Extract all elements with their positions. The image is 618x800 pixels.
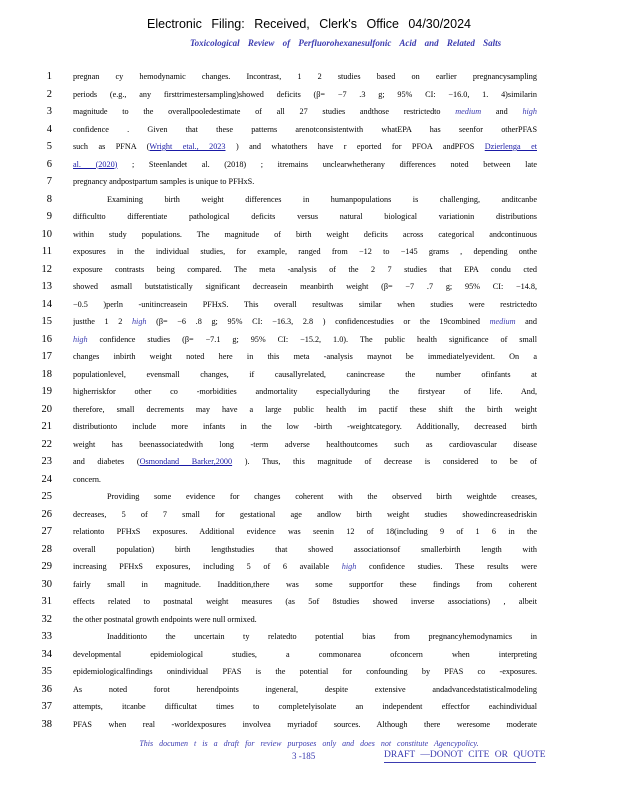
line-number: 13 xyxy=(41,281,52,292)
text-segment: the other postnatal growth endpoints were null ormixed. xyxy=(73,614,257,624)
text-line xyxy=(73,561,537,573)
line-number: 37 xyxy=(41,701,52,712)
text-line xyxy=(73,579,537,591)
line-number: 23 xyxy=(41,456,52,467)
text-line xyxy=(73,544,537,556)
emphasis-text: high xyxy=(73,334,88,344)
text-segment: overall population) birth lengthstudies that showed associationsof smallerbirth length with xyxy=(73,544,537,554)
line-number: 2 xyxy=(46,88,52,100)
text-line xyxy=(73,369,537,381)
text-segment: higherriskfor other co -morbidities andmortality especiallyduring the firstyear of life. And, xyxy=(73,387,537,396)
text-segment: periods (e.g., any firsttrimestersampling)showed deficits (β= −7 .3 g; 95% CI: −16.0, 1. 4)similarin xyxy=(73,89,537,99)
line-number: 33 xyxy=(41,631,52,642)
text-segment: Inadditionto the uncertain ty relatedto potential bias from pregnancyhemodynamics in xyxy=(107,632,537,641)
emphasis-text: high xyxy=(341,562,357,571)
line-number: 18 xyxy=(41,368,52,380)
text-line xyxy=(73,246,537,258)
text-line xyxy=(73,631,537,643)
text-line xyxy=(73,701,537,713)
text-segment: ; Steenlandet al. (2018) ; itremains unclearwhetherany differences noted between late xyxy=(117,159,537,169)
text-line xyxy=(73,649,537,661)
line-number: 6 xyxy=(46,158,52,170)
citation-link[interactable]: Osmondand Barker,2000 xyxy=(139,457,233,466)
running-title: Toxicological Review of Perfluorohexanesulfonic Acid and Related Salts xyxy=(190,38,502,48)
text-line xyxy=(73,334,537,346)
text-line xyxy=(73,456,537,468)
text-segment: and xyxy=(481,107,523,116)
text-segment: such as PFNA ( xyxy=(73,142,150,151)
text-segment: (β= −6 .8 g; 95% CI: −16.3, 2.8 ) confidencestudies or the 19combined xyxy=(146,317,490,326)
line-number: 8 xyxy=(46,193,52,205)
text-segment: exposure contrasts being compared. The meta -analysis of the 2 7 studies that EPA condu cted xyxy=(73,264,537,274)
line-number: 21 xyxy=(41,421,52,432)
text-line xyxy=(73,491,537,503)
text-line xyxy=(73,386,537,398)
text-segment: showed asmall butstatistically significant decreasein meanbirth weight (β= −7 .7 g; 95% CI: −14.8, xyxy=(73,282,537,291)
text-segment: attempts, itcanbe difficultat times to completelyisolate an independent effectfor eachindividual xyxy=(73,702,537,711)
line-number: 9 xyxy=(46,211,52,222)
text-segment: epidemiologicalfindings onindividual PFAS is the potential for confounding by PFAS co -exposures. xyxy=(73,667,537,676)
line-number: 7 xyxy=(46,176,52,187)
draft-disclaimer: This documen t is a draft for review purposes only and does not constitute Agencypolicy. xyxy=(139,739,479,748)
line-number: 12 xyxy=(41,263,52,275)
line-number: 36 xyxy=(41,683,52,695)
text-segment: ). Thus, this magnitude of decrease is considered to be of xyxy=(232,457,537,466)
draft-notice: DRAFT —DONOT CITE OR QUOTE xyxy=(384,750,546,760)
text-line xyxy=(73,404,537,416)
line-number: 19 xyxy=(41,386,52,397)
citation-link[interactable]: al. (2020) xyxy=(73,159,118,169)
line-number: 25 xyxy=(41,491,52,502)
text-line xyxy=(73,474,537,486)
filing-stamp: Electronic Filing: Received, Clerk's Office 04/30/2024 xyxy=(147,17,471,31)
text-segment: within study populations. The magnitude of birth weight deficits across categorical andcontinuous xyxy=(73,229,537,239)
citation-link[interactable]: Wright etal., 2023 xyxy=(149,142,226,151)
text-line xyxy=(73,526,537,538)
line-number: 26 xyxy=(41,508,52,520)
text-segment: and diabetes ( xyxy=(73,457,140,466)
line-number: 10 xyxy=(41,228,52,240)
text-line xyxy=(73,264,537,276)
draft-notice-underline xyxy=(384,762,536,763)
text-line xyxy=(73,229,537,241)
text-line xyxy=(73,89,537,101)
line-number: 27 xyxy=(41,526,52,537)
page-number: 3 -185 xyxy=(292,751,316,761)
emphasis-text: medium xyxy=(455,107,482,116)
emphasis-text: high xyxy=(131,317,147,326)
text-segment: distributionto include more infants in the low -birth -weightcategory. Additionally, decreased birth xyxy=(73,422,537,431)
text-segment: populationlevel, evensmall changes, if causallyrelated, canincrease the number ofinfants at xyxy=(73,369,537,379)
text-segment: therefore, small decrements may have a large public health im pactif these shift the birth weight xyxy=(73,404,537,414)
line-number: 22 xyxy=(41,438,52,450)
text-segment: Providing some evidence for changes coherent with the observed birth weightde creases, xyxy=(107,492,537,501)
line-number: 24 xyxy=(41,473,52,485)
text-segment: difficultto differentiate pathological deficits versus natural biological variationin distributions xyxy=(73,212,537,221)
line-number: 28 xyxy=(41,543,52,555)
text-segment: and xyxy=(515,317,537,326)
emphasis-text: high xyxy=(522,107,537,116)
text-segment: decreases, 5 of 7 small for gestational age andlow birth weight studies showedincreasedriskin xyxy=(73,509,537,519)
text-segment: magnitude to the overallpooledestimate of all 27 studies andthose restrictedto xyxy=(73,107,456,116)
text-segment: confidence . Given that these patterns arenotconsistentwith whatEPA has seenfor otherPFAS xyxy=(73,124,537,134)
text-segment: As noted forot herendpoints ingeneral, despite extensive andadvancedstatisticalmodeling xyxy=(73,684,537,694)
line-number: 1 xyxy=(46,71,52,82)
text-segment: fairly small in magnitude. Inaddition,there was some supportfor these findings from coherent xyxy=(73,579,537,589)
text-line xyxy=(73,596,537,608)
line-number: 29 xyxy=(41,561,52,572)
text-line xyxy=(73,351,537,363)
text-segment: changes inbirth weight noted here in this meta -analysis maynot be immediatelyevident. On a xyxy=(73,352,537,361)
line-number: 16 xyxy=(41,333,52,345)
text-segment: −0.5 )perln -unitincreasein PFHxS. This overall resultwas similar when studies were restrictedto xyxy=(73,299,537,309)
text-line xyxy=(73,176,537,188)
citation-link[interactable]: Dzierlenga et xyxy=(484,142,537,151)
line-number: 4 xyxy=(46,123,52,135)
text-segment: exposures in the individual studies, for example, ranged from −12 to −145 grams , depending onthe xyxy=(73,247,537,256)
text-line xyxy=(73,421,537,433)
text-segment: confidence studies (β= −7.1 g; 95% CI: −15.2, 1.0). The public health significance of small xyxy=(87,334,537,344)
line-number: 30 xyxy=(41,578,52,590)
line-number: 35 xyxy=(41,666,52,677)
text-segment: pregnan cy hemodynamic changes. Incontrast, 1 2 studies based on earlier pregnancysampling xyxy=(73,72,537,81)
line-number: 3 xyxy=(46,106,52,117)
text-line xyxy=(73,684,537,696)
line-number: 31 xyxy=(41,596,52,607)
line-number: 38 xyxy=(41,718,52,730)
text-line xyxy=(73,141,537,153)
text-segment: increasing PFHxS exposures, including 5 of 6 available xyxy=(73,562,342,571)
text-line xyxy=(73,719,537,731)
text-line xyxy=(73,106,537,118)
text-line xyxy=(73,316,537,328)
line-number: 14 xyxy=(41,298,52,310)
line-number: 11 xyxy=(41,246,52,257)
text-line xyxy=(73,439,537,451)
text-segment: developmental epidemiological studies, a commonarea ofconcern when interpreting xyxy=(73,649,537,659)
line-number: 34 xyxy=(41,648,52,660)
text-segment: concern. xyxy=(73,474,101,484)
text-line xyxy=(73,614,537,626)
text-line xyxy=(73,666,537,678)
text-segment: weight has beenassociatedwith long -term adverse healthoutcomes such as cardiovascular disease xyxy=(73,439,537,449)
line-number: 20 xyxy=(41,403,52,415)
text-line xyxy=(73,299,537,311)
text-segment: Examining birth weight differences in humanpopulations is challenging, anditcanbe xyxy=(107,194,537,204)
line-number: 5 xyxy=(46,141,52,152)
emphasis-text: medium xyxy=(489,317,516,326)
text-line xyxy=(73,124,537,136)
text-segment: confidence studies. These results were xyxy=(356,562,537,571)
text-line xyxy=(73,281,537,293)
text-segment: relationto PFHxS exposures. Additional evidence was seenin 12 of 18(including 9 of 1 6 in the xyxy=(73,527,537,536)
text-segment: ) and whatothers have r eported for PFOA andPFOS xyxy=(225,142,485,151)
text-line xyxy=(73,509,537,521)
text-segment: justthe 1 2 xyxy=(73,317,132,326)
text-line xyxy=(73,194,537,206)
line-number: 17 xyxy=(41,351,52,362)
text-segment: PFAS when real -worldexposures involvea myriadof sources. Although there weresome moderate xyxy=(73,719,537,729)
text-segment: effects related to postnatal weight measures (as 5of 8studies showed inverse associations) , albeit xyxy=(73,597,537,606)
text-line xyxy=(73,71,537,83)
line-number: 15 xyxy=(41,316,52,327)
text-line xyxy=(73,211,537,223)
text-line xyxy=(73,159,537,171)
line-number: 32 xyxy=(41,613,52,625)
text-segment: pregnancy andpostpartum samples is unique to PFHxS. xyxy=(73,177,255,186)
